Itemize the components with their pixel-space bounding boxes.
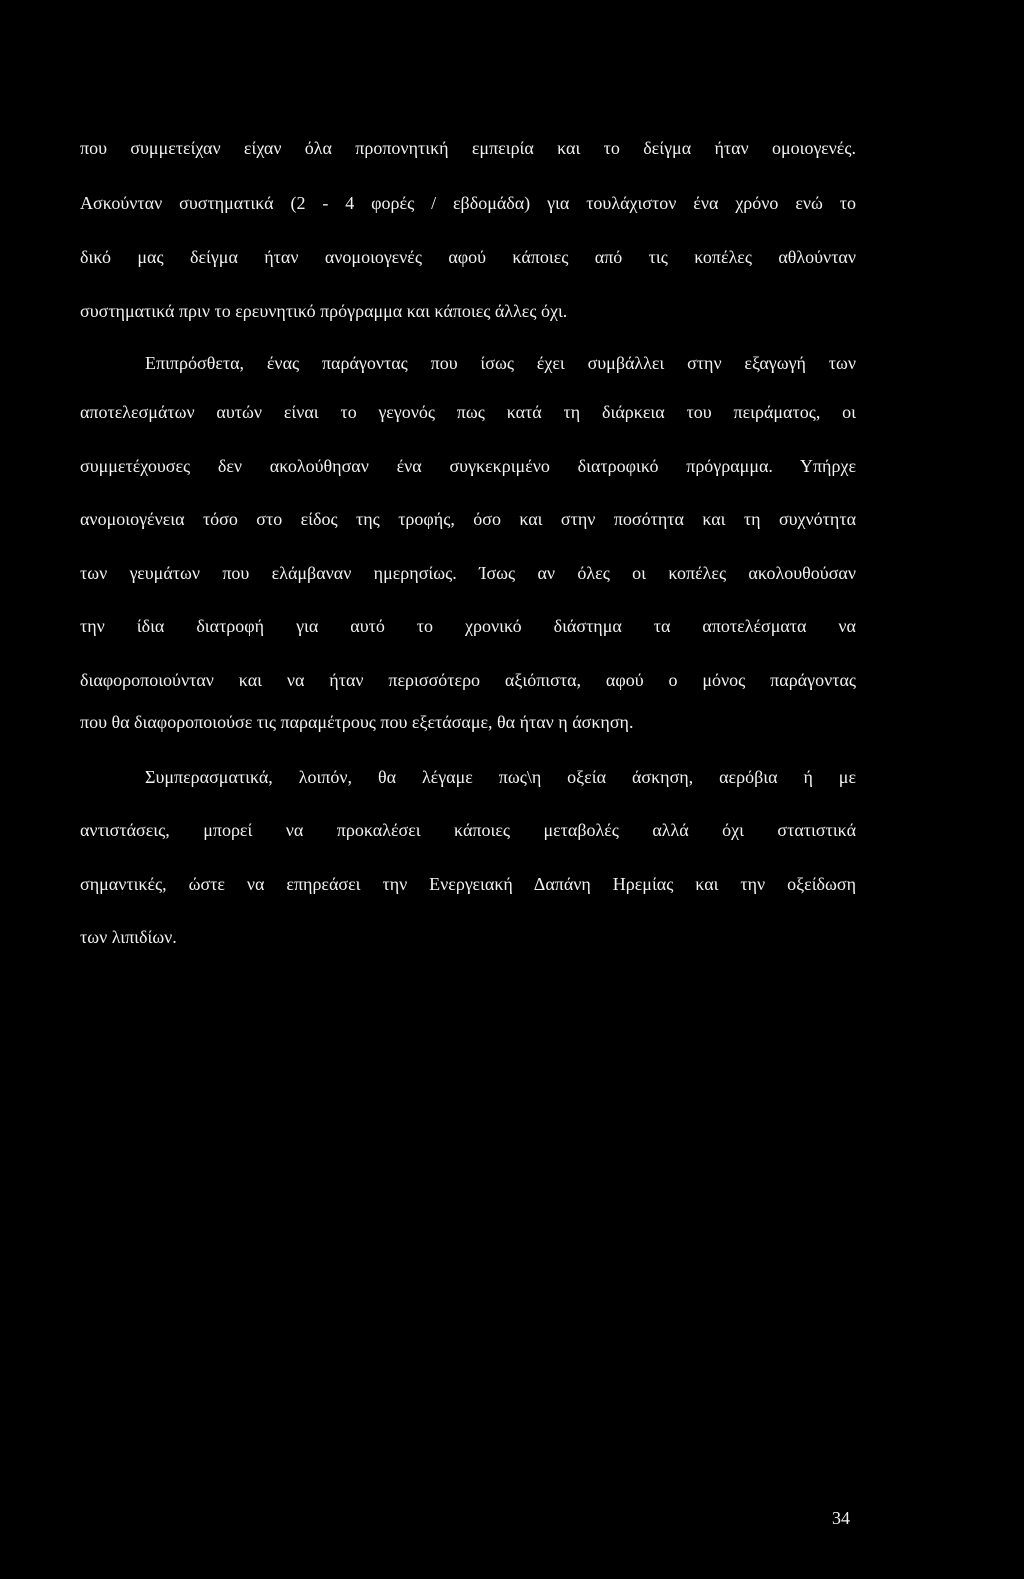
paragraph-last-line: των λιπιδίων. <box>80 927 177 947</box>
text-line: σημαντικές, ώστε να επηρεάσει την Ενεργειακή Δαπάνη Ηρεμίας και την οξείδωση <box>80 874 856 894</box>
text-line: την ίδια διατροφή για αυτό το χρονικό διάστημα τα αποτελέσματα να <box>80 616 856 636</box>
text-line: αντιστάσεις, μπορεί να προκαλέσει κάποιες μεταβολές αλλά όχι στατιστικά <box>80 820 856 840</box>
text-line: ανομοιογένεια τόσο στο είδος της τροφής, όσο και στην ποσότητα και τη συχνότητα <box>80 509 856 529</box>
paragraph-first-line: Συμπερασματικά, λοιπόν, θα λέγαμε πως\η οξεία άσκηση, αερόβια ή με <box>145 767 856 787</box>
text-line: αποτελεσμάτων αυτών είναι το γεγονός πως κατά τη διάρκεια του πειράματος, οι <box>80 402 856 422</box>
text-line: συμμετέχουσες δεν ακολούθησαν ένα συγκεκριμένο διατροφικό πρόγραμμα. Υπήρχε <box>80 456 856 476</box>
paragraph-first-line: Επιπρόσθετα, ένας παράγοντας που ίσως έχει συμβάλλει στην εξαγωγή των <box>145 353 856 373</box>
text-line: που συμμετείχαν είχαν όλα προπονητική εμπειρία και το δείγμα ήταν ομοιογενές. <box>80 138 856 158</box>
text-line: διαφοροποιούνταν και να ήταν περισσότερο αξιόπιστα, αφού ο μόνος παράγοντας <box>80 670 856 690</box>
text-line: Ασκούνταν συστηματικά (2 - 4 φορές / εβδομάδα) για τουλάχιστον ένα χρόνο ενώ το <box>80 193 856 213</box>
paragraph-last-line: που θα διαφοροποιούσε τις παραμέτρους που εξετάσαμε, θα ήταν η άσκηση. <box>80 712 634 732</box>
text-line: των γευμάτων που ελάμβαναν ημερησίως. Ίσως αν όλες οι κοπέλες ακολουθούσαν <box>80 563 856 583</box>
paragraph-last-line: συστηματικά πριν το ερευνητικό πρόγραμμα και κάποιες άλλες όχι. <box>80 301 568 321</box>
text-line: δικό μας δείγμα ήταν ανομοιογενές αφού κάποιες από τις κοπέλες αθλούνταν <box>80 247 856 267</box>
page-number: 34 <box>832 1508 850 1528</box>
